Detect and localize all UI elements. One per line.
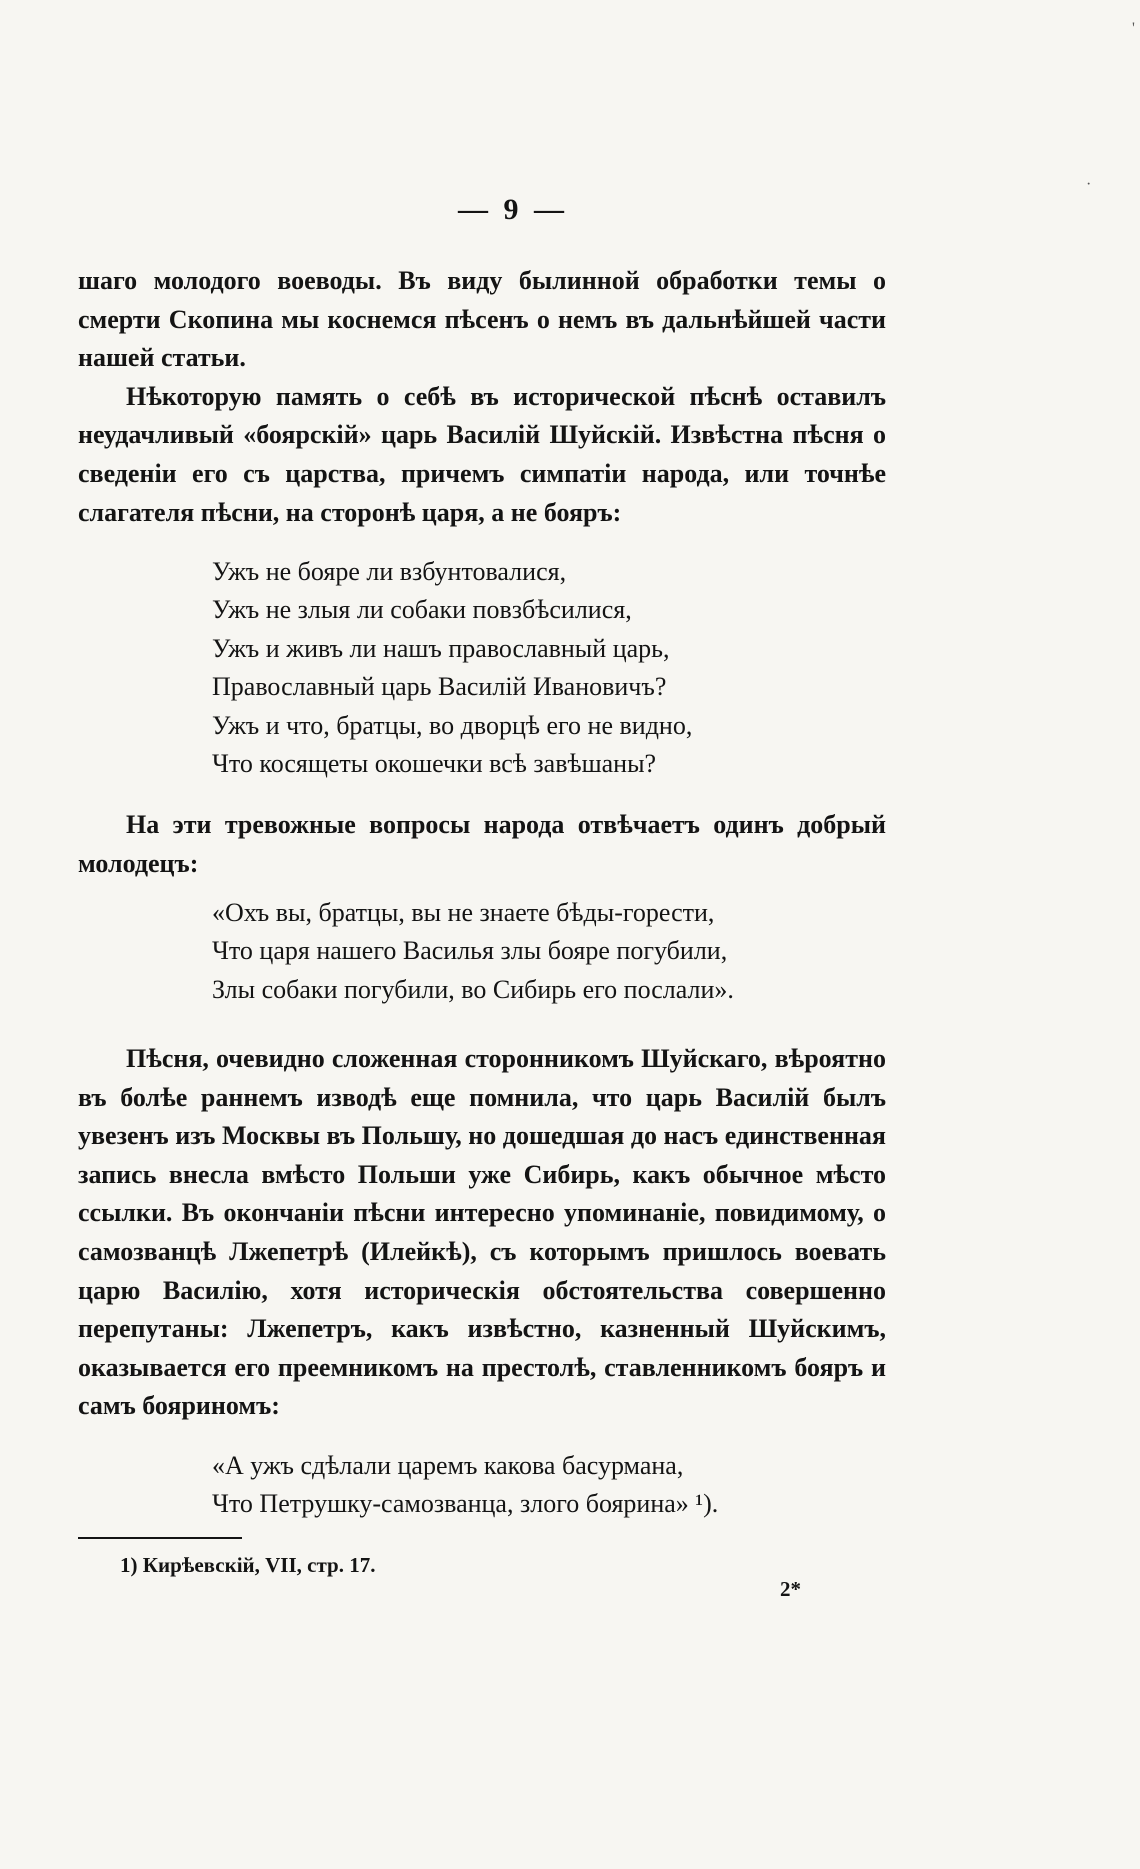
paragraph-3-block xyxy=(78,806,886,883)
signature-mark: 2* xyxy=(780,1577,801,1601)
margin-speck: ' xyxy=(1132,20,1135,37)
paragraph-1: шаго молодого воеводы. Въ виду былинной обработки темы о смерти Скопина мы коснемся пѣсенъ о немъ въ дальнѣйшей части нашей статьи. xyxy=(78,266,886,373)
verse-line: «А ужъ сдѣлали царемъ какова басурмана, xyxy=(212,1451,684,1480)
verse-line: Православный царь Василій Ивановичъ? xyxy=(212,672,667,702)
verse-line: Ужъ не злыя ли собаки повзбѣсилися, xyxy=(212,595,632,625)
paragraph-2: Нѣкоторую память о себѣ въ исторической пѣснѣ оставилъ неудачливый «боярскій» царь Василій Шуйскій. Извѣстна пѣсня о сведеніи его съ царства, причемъ симпатіи народа, или точнѣе слагателя пѣсни, на сторонѣ царя, а не бояръ: xyxy=(78,381,886,527)
footnote: 1) Кирѣевскій, VII, стр. 17. xyxy=(120,1553,376,1577)
footnote-rule xyxy=(78,1537,242,1539)
margin-speck: · xyxy=(1086,176,1092,193)
paragraph-1-block xyxy=(78,262,886,532)
page-number: — 9 — xyxy=(458,193,568,226)
verse-1 xyxy=(212,553,912,783)
verse-line: Ужъ и живъ ли нашъ православный царь, xyxy=(212,633,670,663)
verse-line: Ужъ и что, братцы, во дворцѣ его не видно, xyxy=(212,710,693,740)
verse-3 xyxy=(212,1447,912,1524)
verse-line: Что царя нашего Василья злы бояре погубили, xyxy=(212,936,728,966)
paragraph-4-block xyxy=(78,1040,886,1426)
verse-line: Ужъ не бояре ли взбунтовалися, xyxy=(212,557,567,586)
verse-line: «Охъ вы, братцы, вы не знаете бѣды-горести, xyxy=(212,898,715,927)
verse-line: Злы собаки погубили, во Сибирь его послали». xyxy=(212,974,734,1004)
verse-2 xyxy=(212,894,912,1009)
verse-line: Что Петрушку-самозванца, злого боярина» ¹). xyxy=(212,1489,719,1519)
paragraph-3: На эти тревожные вопросы народа отвѣчаетъ одинъ добрый молодецъ: xyxy=(78,810,886,878)
paragraph-4: Пѣсня, очевидно сложенная сторонникомъ Шуйскаго, вѣроятно въ болѣе раннемъ изводѣ еще помнила, что царь Василій былъ увезенъ изъ Москвы въ Польшу, но дошедшая до насъ единственная запись внесла вмѣсто Польши уже Сибирь, какъ обычное мѣсто ссылки. Въ окончаніи пѣсни интересно упоминаніе, повидимому, о самозванцѣ Лжепетрѣ (Илейкѣ), съ которымъ пришлось воевать царю Василію, хотя историческія обстоятельства совершенно перепутаны: Лжепетръ, какъ извѣстно, казненный Шуйскимъ, оказывается его преемникомъ на престолѣ, ставленникомъ бояръ и самъ бояриномъ: xyxy=(78,1044,886,1421)
verse-line: Что косящеты окошечки всѣ завѣшаны? xyxy=(212,749,657,779)
